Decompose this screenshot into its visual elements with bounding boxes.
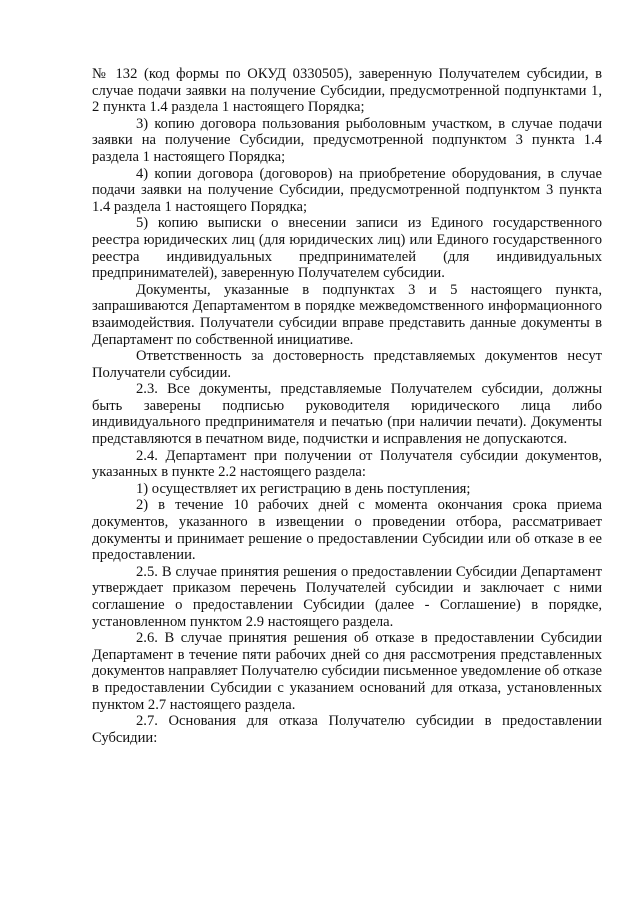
paragraph-item-3: 3) копию договора пользования рыболовным участком, в случае подачи заявки на получение Субсидии, предусмотренной подпунктом 3 пункта 1.4 раздела 1 настоящего Порядка;	[92, 115, 602, 165]
paragraph-2-3: 2.3. Все документы, представляемые Получателем субсидии, должны быть заверены подписью руководителя юридического лица либо индивидуального предпринимателя и печатью (при наличии печати). Документы представляются в печатном виде, подчистки и исправления не допускаются.	[92, 381, 602, 448]
paragraph-2-7: 2.7. Основания для отказа Получателю субсидии в предоставлении Субсидии:	[92, 713, 602, 746]
paragraph-form-reference: № 132 (код формы по ОКУД 0330505), заверенную Получателем субсидии, в случае подачи заявки на получение Субсидии, предусмотренной подпунктами 1, 2 пункта 1.4 раздела 1 настоящего Порядка;	[92, 66, 602, 116]
paragraph-2-5: 2.5. В случае принятия решения о предоставлении Субсидии Департамент утверждает приказом перечень Получателей субсидии и заключает с ними соглашение о предоставлении Субсидии (далее - Соглашение) в порядке, установленном пунктом 2.9 настоящего раздела.	[92, 563, 602, 630]
paragraph-2-6: 2.6. В случае принятия решения об отказе в предоставлении Субсидии Департамент в течение пяти рабочих дней со дня рассмотрения представленных документов направляет Получателю субсидии письменное уведомление об отказе в предоставлении Субсидии с указанием оснований для отказа, установленных пунктом 2.7 настоящего раздела.	[92, 630, 602, 713]
paragraph-2-4: 2.4. Департамент при получении от Получателя субсидии документов, указанных в пункте 2.2 настоящего раздела:	[92, 447, 602, 481]
paragraph-item-4: 4) копии договора (договоров) на приобретение оборудования, в случае подачи заявки на получение Субсидии, предусмотренной подпунктом 3 пункта 1.4 раздела 1 настоящего Порядка;	[92, 165, 602, 215]
paragraph-documents-requested: Документы, указанные в подпунктах 3 и 5 настоящего пункта, запрашиваются Департаментом в порядке межведомственного информационного взаимодействия. Получатели субсидии вправе представить данные документы в Департамент по собственной инициативе.	[92, 281, 602, 348]
paragraph-responsibility: Ответственность за достоверность представляемых документов несут Получатели субсидии.	[92, 348, 602, 381]
paragraph-2-4-item-1: 1) осуществляет их регистрацию в день поступления;	[136, 480, 471, 497]
document-body	[92, 66, 602, 746]
paragraph-item-5: 5) копию выписки о внесении записи из Единого государственного реестра юридических лиц (для юридических лиц) или Единого государственного реестра индивидуальных предпринимателей (для индивидуальных предпринимателей), заверенную Получателем субсидии.	[92, 215, 602, 282]
paragraph-2-4-item-2: 2) в течение 10 рабочих дней с момента окончания срока приема документов, указанного в извещении о проведении отбора, рассматривает документы и принимает решение о предоставлении Субсидии или об отказе в ее предоставлении.	[92, 497, 602, 564]
